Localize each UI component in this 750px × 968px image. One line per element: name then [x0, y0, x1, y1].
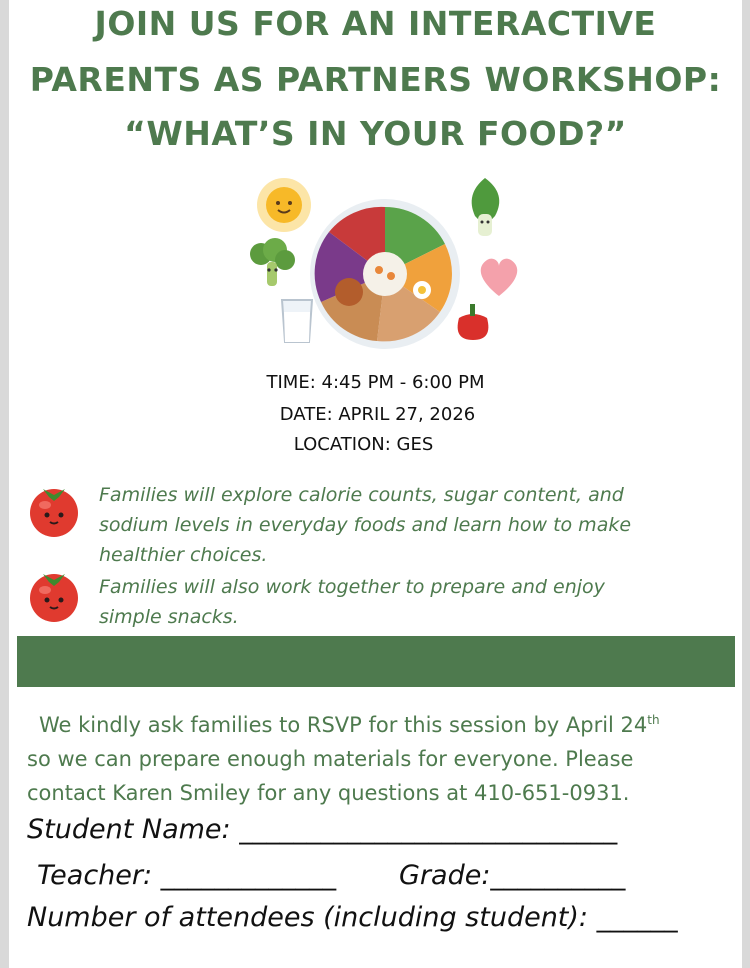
title-line-2: PARENTS AS PARTNERS WORKSHOP:: [29, 60, 722, 99]
bullet-2-line-1: Families will also work together to prepare and enjoy: [99, 576, 605, 598]
broccoli-icon: [250, 238, 295, 286]
rsvp-line-1: [27, 703, 742, 742]
teacher-field[interactable]: Teacher: _____________: [37, 860, 337, 891]
title-line-1: JOIN US FOR AN INTERACTIVE: [94, 4, 657, 43]
lettuce-icon: [472, 178, 500, 236]
red-pepper-icon: [458, 304, 489, 340]
rsvp-line-2: so we can prepare enough materials for everyone. Please: [27, 747, 634, 771]
title-line-3: “WHAT’S IN YOUR FOOD?”: [124, 114, 627, 153]
rsvp-line-1-text: We kindly ask families to RSVP for this session by April 24: [39, 713, 648, 737]
food-plate-icon: [310, 199, 460, 349]
milk-glass-icon: [282, 300, 312, 342]
bullet-1-line-2: sodium levels in everyday foods and learn how to make: [99, 514, 632, 536]
event-time: TIME: 4:45 PM - 6:00 PM: [266, 372, 485, 393]
rsvp-line-3: contact Karen Smiley for any questions at 410-651-0931.: [27, 781, 630, 805]
grade-field[interactable]: Grade:__________: [399, 860, 626, 891]
attendees-field[interactable]: Number of attendees (including student): ______: [27, 902, 678, 933]
sun-icon: [257, 178, 311, 232]
healthy-food-illustration: [237, 172, 527, 350]
rsvp-paragraph: [27, 703, 742, 810]
bullet-item-2: [99, 572, 739, 632]
tomato-icon: [25, 479, 83, 539]
heart-icon: [481, 259, 517, 296]
flyer-page: [9, 0, 742, 968]
rsvp-superscript: th: [647, 713, 660, 727]
event-location: LOCATION: GES: [293, 434, 434, 455]
bullet-1-line-3: healthier choices.: [99, 544, 268, 566]
bullet-1-line-1: Families will explore calorie counts, sugar content, and: [99, 484, 624, 506]
event-date: DATE: APRIL 27, 2026: [279, 404, 476, 425]
green-divider-band: [17, 636, 735, 687]
tomato-icon: [25, 564, 83, 624]
bullet-2-line-2: simple snacks.: [99, 606, 239, 628]
student-name-field[interactable]: Student Name: ____________________________: [27, 814, 618, 845]
bullet-item-1: [99, 480, 739, 570]
